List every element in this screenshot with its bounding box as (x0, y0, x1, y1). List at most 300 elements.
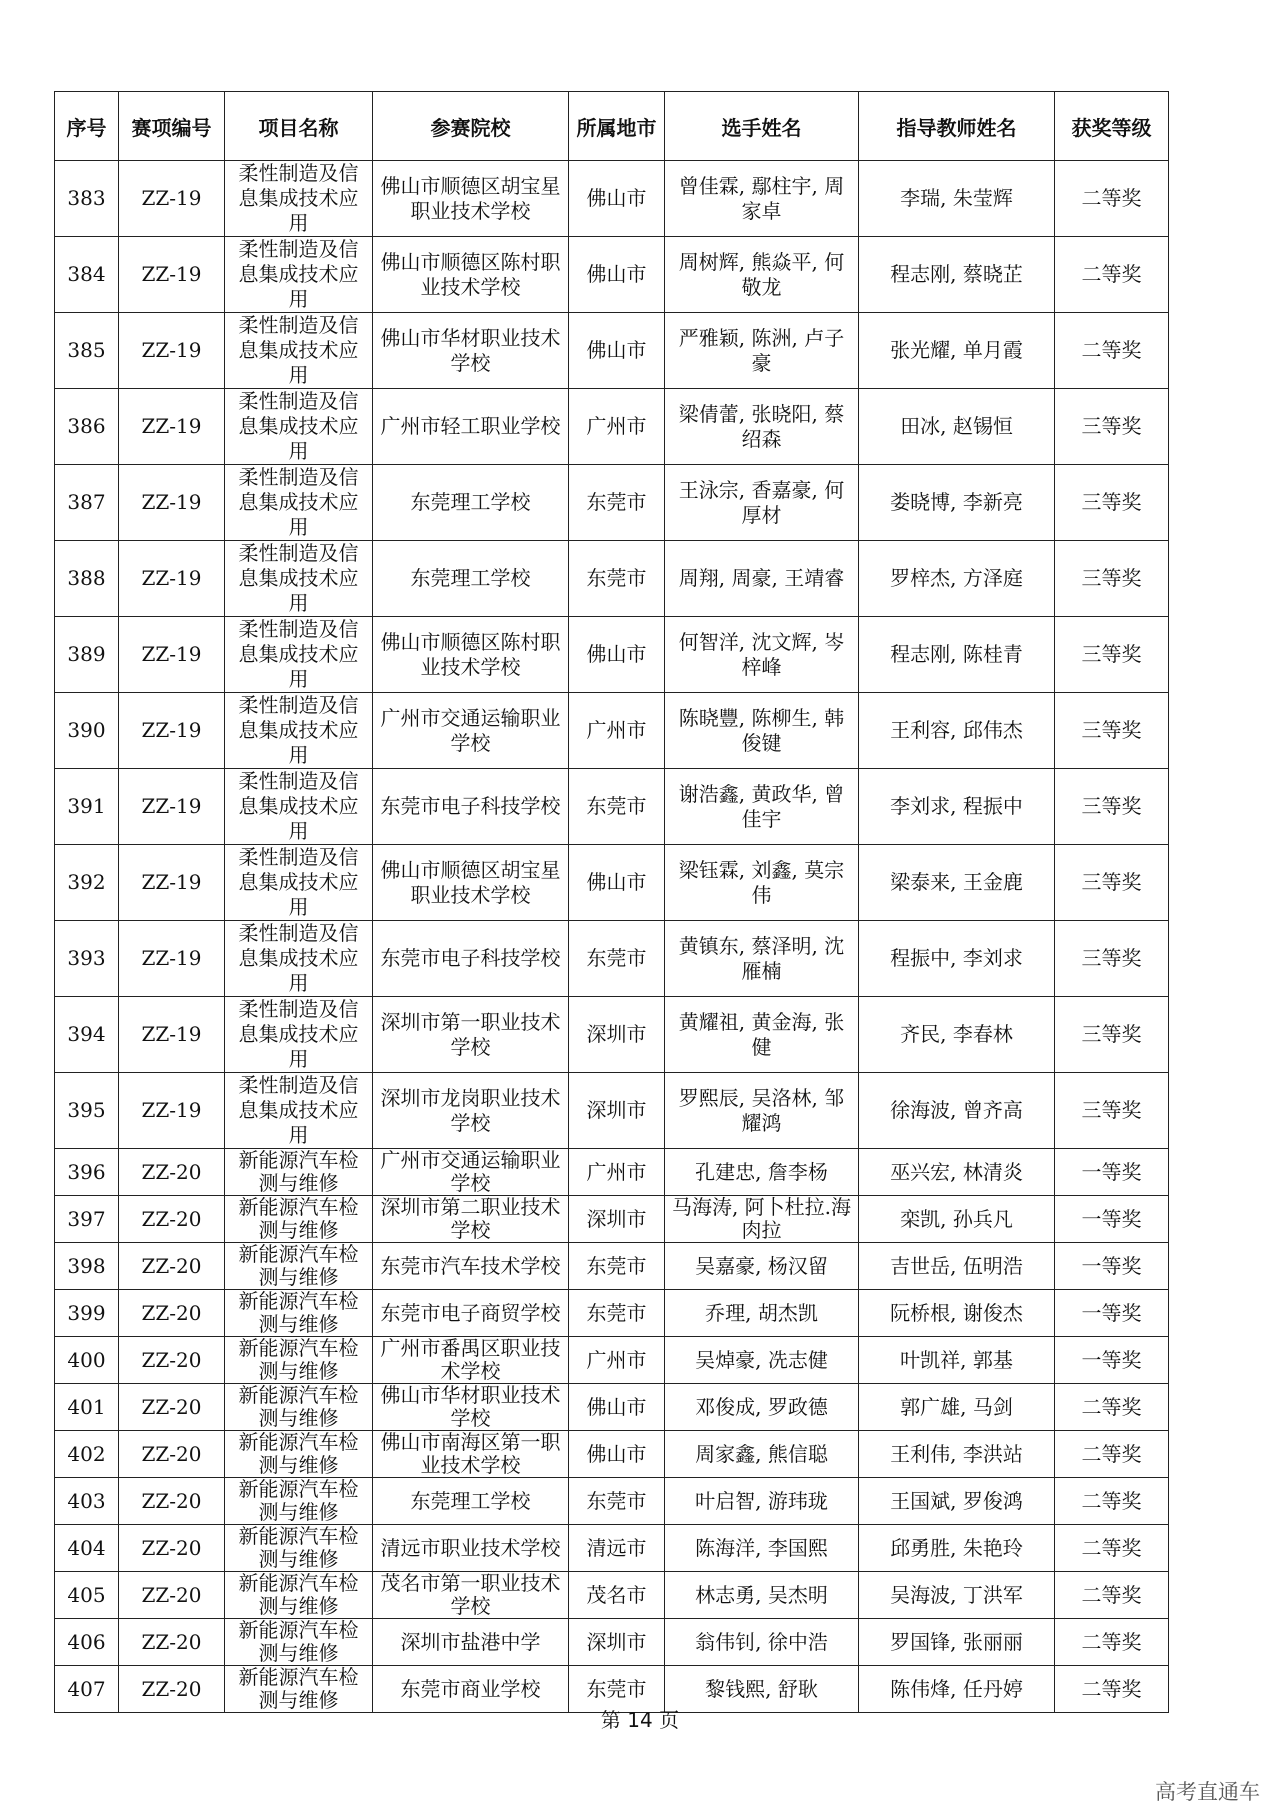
contestants-cell (665, 1073, 859, 1149)
contestants-cell-text: 邓俊成, 罗政德 (695, 1395, 828, 1419)
row-index-cell (55, 161, 119, 237)
school-cell-text: 佛山市华材职业技术学校 (380, 325, 561, 375)
teachers-cell-text: 程志刚, 陈桂青 (890, 642, 1023, 666)
school-cell (373, 1384, 569, 1431)
city-cell-text: 东莞市 (586, 946, 647, 970)
contestants-cell (665, 161, 859, 237)
teachers-cell (859, 1196, 1055, 1243)
event-code-cell (119, 617, 225, 693)
project-name-cell (225, 389, 373, 465)
row-index-cell-text: 403 (67, 1489, 106, 1513)
event-code-cell-text: ZZ-19 (141, 642, 202, 666)
school-cell-text: 东莞理工学校 (410, 490, 531, 514)
event-code-cell-text: ZZ-19 (141, 186, 202, 210)
event-code-cell-text: ZZ-19 (141, 718, 202, 742)
contestants-cell (665, 237, 859, 313)
row-index-cell-text: 391 (67, 794, 106, 818)
row-index-cell-text: 386 (67, 414, 106, 438)
project-name-cell (225, 1243, 373, 1290)
row-index-cell-text: 400 (67, 1348, 106, 1372)
school-cell (373, 617, 569, 693)
project-name-cell (225, 1337, 373, 1384)
school-cell (373, 541, 569, 617)
row-index-cell (55, 921, 119, 997)
event-code-cell (119, 1290, 225, 1337)
project-name-cell-text: 柔性制造及信息集成技术应用 (238, 769, 359, 843)
city-cell (569, 997, 665, 1073)
row-index-cell-text: 390 (67, 718, 106, 742)
event-code-cell-text: ZZ-19 (141, 338, 202, 362)
city-cell-text: 茂名市 (586, 1583, 647, 1607)
row-index-cell-text: 398 (67, 1254, 106, 1278)
award-cell (1055, 1149, 1169, 1196)
table-row (55, 237, 1169, 313)
row-index-cell (55, 617, 119, 693)
row-index-cell (55, 845, 119, 921)
col-header-city: 所属地市 (569, 92, 665, 161)
award-cell (1055, 465, 1169, 541)
table-row (55, 1572, 1169, 1619)
teachers-cell (859, 1384, 1055, 1431)
teachers-cell (859, 1243, 1055, 1290)
award-cell-text: 二等奖 (1081, 262, 1142, 286)
event-code-cell-text: ZZ-20 (141, 1536, 202, 1560)
school-cell-text: 广州市交通运输职业学校 (380, 705, 561, 755)
contestants-cell-text: 陈海洋, 李国熙 (695, 1536, 828, 1560)
event-code-cell (119, 161, 225, 237)
project-name-cell-text: 柔性制造及信息集成技术应用 (238, 693, 359, 767)
contestants-cell-text: 谢浩鑫, 黄政华, 曾佳宇 (678, 781, 845, 831)
school-cell (373, 1478, 569, 1525)
event-code-cell (119, 237, 225, 313)
project-name-cell-text: 新能源汽车检测与维修 (238, 1337, 359, 1383)
table-row (55, 921, 1169, 997)
school-cell-text: 深圳市盐港中学 (400, 1630, 541, 1654)
award-cell-text: 三等奖 (1081, 870, 1142, 894)
header-row (55, 92, 1169, 161)
event-code-cell-text: ZZ-19 (141, 262, 202, 286)
teachers-cell-text: 李瑞, 朱莹辉 (900, 186, 1013, 210)
teachers-cell-text: 王利容, 邱伟杰 (890, 718, 1023, 742)
contestants-cell-text: 梁倩蕾, 张晓阳, 蔡绍森 (678, 401, 845, 451)
event-code-cell (119, 921, 225, 997)
col-header-contestants: 选手姓名 (665, 92, 859, 161)
table-row (55, 617, 1169, 693)
event-code-cell (119, 389, 225, 465)
event-code-cell (119, 1619, 225, 1666)
table-row (55, 313, 1169, 389)
teachers-cell-text: 梁泰来, 王金鹿 (890, 870, 1023, 894)
project-name-cell (225, 313, 373, 389)
city-cell-text: 深圳市 (586, 1630, 647, 1654)
event-code-cell-text: ZZ-19 (141, 414, 202, 438)
project-name-cell (225, 1572, 373, 1619)
school-cell-text: 佛山市顺德区陈村职业技术学校 (380, 629, 561, 679)
school-cell (373, 1619, 569, 1666)
school-cell-text: 佛山市顺德区胡宝星职业技术学校 (380, 857, 561, 907)
school-cell (373, 465, 569, 541)
row-index-cell-text: 406 (67, 1630, 106, 1654)
contestants-cell (665, 997, 859, 1073)
school-cell (373, 845, 569, 921)
award-cell (1055, 1431, 1169, 1478)
contestants-cell (665, 1478, 859, 1525)
contestants-cell-text: 周树辉, 熊焱平, 何敬龙 (678, 249, 845, 299)
project-name-cell-text: 新能源汽车检测与维修 (238, 1525, 359, 1571)
school-cell-text: 东莞理工学校 (410, 566, 531, 590)
award-cell-text: 一等奖 (1081, 1254, 1142, 1278)
contestants-cell-text: 黄镇东, 蔡泽明, 沈雁楠 (678, 933, 845, 983)
table-row (55, 389, 1169, 465)
award-cell (1055, 921, 1169, 997)
city-cell-text: 东莞市 (586, 1489, 647, 1513)
teachers-cell (859, 617, 1055, 693)
project-name-cell (225, 1149, 373, 1196)
school-cell-text: 深圳市第二职业技术学校 (380, 1196, 561, 1242)
teachers-cell-text: 王利伟, 李洪站 (890, 1442, 1023, 1466)
city-cell (569, 693, 665, 769)
city-cell (569, 1525, 665, 1572)
row-index-cell (55, 1431, 119, 1478)
event-code-cell (119, 1243, 225, 1290)
teachers-cell-text: 叶凯祥, 郭基 (900, 1348, 1013, 1372)
teachers-cell (859, 997, 1055, 1073)
city-cell (569, 1196, 665, 1243)
event-code-cell-text: ZZ-20 (141, 1207, 202, 1231)
city-cell (569, 1384, 665, 1431)
table-row (55, 769, 1169, 845)
school-cell (373, 1196, 569, 1243)
contestants-cell-text: 吴嘉豪, 杨汉留 (695, 1254, 828, 1278)
teachers-cell (859, 1149, 1055, 1196)
contestants-cell-text: 何智洋, 沈文辉, 岑梓峰 (678, 629, 845, 679)
city-cell-text: 东莞市 (586, 1301, 647, 1325)
table-row (55, 845, 1169, 921)
award-cell-text: 三等奖 (1081, 946, 1142, 970)
award-cell-text: 一等奖 (1081, 1160, 1142, 1184)
contestants-cell (665, 769, 859, 845)
city-cell (569, 1572, 665, 1619)
city-cell (569, 845, 665, 921)
teachers-cell (859, 313, 1055, 389)
award-cell (1055, 769, 1169, 845)
project-name-cell-text: 柔性制造及信息集成技术应用 (238, 845, 359, 919)
contestants-cell (665, 465, 859, 541)
school-cell-text: 广州市交通运输职业学校 (380, 1149, 561, 1195)
row-index-cell (55, 389, 119, 465)
teachers-cell (859, 1525, 1055, 1572)
teachers-cell-text: 田冰, 赵锡恒 (900, 414, 1013, 438)
contestants-cell (665, 1337, 859, 1384)
project-name-cell (225, 161, 373, 237)
contestants-cell-text: 吴焯豪, 冼志健 (695, 1348, 828, 1372)
row-index-cell-text: 397 (67, 1207, 106, 1231)
awards-table (54, 91, 1169, 1713)
city-cell-text: 东莞市 (586, 794, 647, 818)
award-cell-text: 三等奖 (1081, 1098, 1142, 1122)
teachers-cell-text: 陈伟烽, 任丹婷 (890, 1677, 1023, 1701)
city-cell (569, 617, 665, 693)
col-header-school: 参赛院校 (373, 92, 569, 161)
city-cell-text: 佛山市 (586, 1442, 647, 1466)
city-cell-text: 广州市 (586, 718, 647, 742)
row-index-cell-text: 388 (67, 566, 106, 590)
row-index-cell-text: 385 (67, 338, 106, 362)
contestants-cell-text: 陈晓豐, 陈柳生, 韩俊键 (678, 705, 845, 755)
city-cell (569, 1149, 665, 1196)
school-cell-text: 佛山市华材职业技术学校 (380, 1384, 561, 1430)
award-cell-text: 一等奖 (1081, 1301, 1142, 1325)
teachers-cell-text: 徐海波, 曾齐高 (890, 1098, 1023, 1122)
school-cell-text: 东莞市电子科技学校 (380, 946, 561, 970)
event-code-cell-text: ZZ-19 (141, 1022, 202, 1046)
teachers-cell (859, 237, 1055, 313)
project-name-cell-text: 柔性制造及信息集成技术应用 (238, 1073, 359, 1147)
award-cell (1055, 997, 1169, 1073)
city-cell-text: 东莞市 (586, 566, 647, 590)
table-row (55, 997, 1169, 1073)
award-cell-text: 二等奖 (1081, 1677, 1142, 1701)
school-cell (373, 313, 569, 389)
city-cell-text: 佛山市 (586, 1395, 647, 1419)
event-code-cell (119, 1196, 225, 1243)
event-code-cell-text: ZZ-20 (141, 1630, 202, 1654)
teachers-cell (859, 845, 1055, 921)
row-index-cell (55, 237, 119, 313)
award-cell (1055, 161, 1169, 237)
teachers-cell (859, 389, 1055, 465)
school-cell-text: 东莞市电子科技学校 (380, 794, 561, 818)
event-code-cell (119, 1337, 225, 1384)
city-cell (569, 1243, 665, 1290)
project-name-cell-text: 柔性制造及信息集成技术应用 (238, 313, 359, 387)
award-cell-text: 二等奖 (1081, 1489, 1142, 1513)
school-cell-text: 清远市职业技术学校 (380, 1536, 561, 1560)
school-cell (373, 1290, 569, 1337)
row-index-cell-text: 394 (67, 1022, 106, 1046)
event-code-cell-text: ZZ-19 (141, 946, 202, 970)
teachers-cell (859, 693, 1055, 769)
award-cell-text: 三等奖 (1081, 414, 1142, 438)
contestants-cell-text: 翁伟钊, 徐中浩 (695, 1630, 828, 1654)
col-header-award: 获奖等级 (1055, 92, 1169, 161)
award-cell (1055, 1196, 1169, 1243)
event-code-cell (119, 845, 225, 921)
event-code-cell-text: ZZ-20 (141, 1583, 202, 1607)
project-name-cell-text: 柔性制造及信息集成技术应用 (238, 997, 359, 1071)
row-index-cell (55, 1073, 119, 1149)
award-cell-text: 三等奖 (1081, 642, 1142, 666)
contestants-cell-text: 林志勇, 吴杰明 (695, 1583, 828, 1607)
city-cell (569, 921, 665, 997)
award-cell-text: 二等奖 (1081, 186, 1142, 210)
table-row (55, 1384, 1169, 1431)
teachers-cell (859, 1073, 1055, 1149)
row-index-cell (55, 1572, 119, 1619)
contestants-cell-text: 严雅颖, 陈洲, 卢子豪 (678, 325, 845, 375)
project-name-cell (225, 1478, 373, 1525)
contestants-cell (665, 921, 859, 997)
school-cell-text: 广州市番禺区职业技术学校 (380, 1337, 561, 1383)
award-cell-text: 三等奖 (1081, 718, 1142, 742)
col-header-index: 序号 (55, 92, 119, 161)
table-row (55, 693, 1169, 769)
school-cell-text: 东莞市商业学校 (400, 1677, 541, 1701)
award-cell-text: 三等奖 (1081, 566, 1142, 590)
contestants-cell (665, 1431, 859, 1478)
row-index-cell-text: 399 (67, 1301, 106, 1325)
teachers-cell (859, 1619, 1055, 1666)
school-cell-text: 东莞理工学校 (410, 1489, 531, 1513)
contestants-cell-text: 曾佳霖, 鄢柱宇, 周家卓 (678, 173, 845, 223)
event-code-cell-text: ZZ-19 (141, 794, 202, 818)
contestants-cell (665, 1525, 859, 1572)
teachers-cell (859, 161, 1055, 237)
row-index-cell (55, 769, 119, 845)
city-cell (569, 1337, 665, 1384)
teachers-cell (859, 1572, 1055, 1619)
row-index-cell-text: 393 (67, 946, 106, 970)
contestants-cell (665, 389, 859, 465)
project-name-cell (225, 237, 373, 313)
city-cell-text: 佛山市 (586, 186, 647, 210)
teachers-cell-text: 娄晓博, 李新亮 (890, 490, 1023, 514)
contestants-cell (665, 1290, 859, 1337)
city-cell (569, 1290, 665, 1337)
city-cell-text: 东莞市 (586, 1254, 647, 1278)
project-name-cell (225, 769, 373, 845)
school-cell (373, 1572, 569, 1619)
city-cell-text: 深圳市 (586, 1207, 647, 1231)
city-cell (569, 465, 665, 541)
event-code-cell-text: ZZ-20 (141, 1677, 202, 1701)
award-cell (1055, 313, 1169, 389)
award-cell-text: 二等奖 (1081, 338, 1142, 362)
project-name-cell-text: 柔性制造及信息集成技术应用 (238, 465, 359, 539)
row-index-cell (55, 1243, 119, 1290)
row-index-cell-text: 389 (67, 642, 106, 666)
event-code-cell-text: ZZ-20 (141, 1442, 202, 1466)
teachers-cell-text: 邱勇胜, 朱艳玲 (890, 1536, 1023, 1560)
teachers-cell (859, 1478, 1055, 1525)
event-code-cell-text: ZZ-20 (141, 1254, 202, 1278)
award-cell (1055, 1243, 1169, 1290)
table-row (55, 1478, 1169, 1525)
contestants-cell (665, 1196, 859, 1243)
contestants-cell-text: 梁钰霖, 刘鑫, 莫宗伟 (678, 857, 845, 907)
project-name-cell-text: 新能源汽车检测与维修 (238, 1572, 359, 1618)
row-index-cell (55, 1196, 119, 1243)
school-cell (373, 997, 569, 1073)
event-code-cell-text: ZZ-20 (141, 1489, 202, 1513)
city-cell-text: 广州市 (586, 414, 647, 438)
award-cell (1055, 237, 1169, 313)
teachers-cell-text: 李刘求, 程振中 (890, 794, 1023, 818)
contestants-cell-text: 周家鑫, 熊信聪 (695, 1442, 828, 1466)
teachers-cell-text: 程振中, 李刘求 (890, 946, 1023, 970)
event-code-cell-text: ZZ-20 (141, 1348, 202, 1372)
event-code-cell (119, 1431, 225, 1478)
project-name-cell-text: 柔性制造及信息集成技术应用 (238, 389, 359, 463)
project-name-cell-text: 新能源汽车检测与维修 (238, 1666, 359, 1712)
contestants-cell-text: 叶启智, 游玮珑 (695, 1489, 828, 1513)
event-code-cell-text: ZZ-19 (141, 870, 202, 894)
table-row (55, 161, 1169, 237)
page-number: 第 14 页 (600, 1708, 680, 1732)
city-cell (569, 769, 665, 845)
city-cell (569, 541, 665, 617)
contestants-cell (665, 617, 859, 693)
contestants-cell-text: 乔理, 胡杰凯 (705, 1301, 818, 1325)
contestants-cell (665, 1149, 859, 1196)
award-cell (1055, 1525, 1169, 1572)
event-code-cell-text: ZZ-19 (141, 566, 202, 590)
project-name-cell-text: 柔性制造及信息集成技术应用 (238, 617, 359, 691)
school-cell (373, 1073, 569, 1149)
teachers-cell (859, 1337, 1055, 1384)
award-cell (1055, 693, 1169, 769)
row-index-cell (55, 1619, 119, 1666)
award-cell-text: 二等奖 (1081, 1536, 1142, 1560)
event-code-cell (119, 1478, 225, 1525)
project-name-cell-text: 新能源汽车检测与维修 (238, 1431, 359, 1477)
event-code-cell (119, 1384, 225, 1431)
contestants-cell-text: 孔建忠, 詹李杨 (695, 1160, 828, 1184)
table-row (55, 1431, 1169, 1478)
school-cell-text: 茂名市第一职业技术学校 (380, 1572, 561, 1618)
school-cell (373, 1431, 569, 1478)
award-cell-text: 三等奖 (1081, 490, 1142, 514)
project-name-cell-text: 柔性制造及信息集成技术应用 (238, 237, 359, 311)
city-cell-text: 佛山市 (586, 870, 647, 894)
award-cell-text: 一等奖 (1081, 1348, 1142, 1372)
contestants-cell (665, 313, 859, 389)
contestants-cell (665, 541, 859, 617)
project-name-cell-text: 新能源汽车检测与维修 (238, 1384, 359, 1430)
event-code-cell (119, 541, 225, 617)
award-cell-text: 二等奖 (1081, 1630, 1142, 1654)
school-cell (373, 769, 569, 845)
project-name-cell-text: 新能源汽车检测与维修 (238, 1290, 359, 1336)
row-index-cell (55, 1337, 119, 1384)
contestants-cell (665, 1572, 859, 1619)
city-cell-text: 广州市 (586, 1348, 647, 1372)
contestants-cell-text: 周翔, 周豪, 王靖睿 (678, 566, 845, 590)
teachers-cell-text: 张光耀, 单月霞 (890, 338, 1023, 362)
project-name-cell-text: 柔性制造及信息集成技术应用 (238, 161, 359, 235)
project-name-cell (225, 1290, 373, 1337)
contestants-cell-text: 黄耀祖, 黄金海, 张健 (678, 1009, 845, 1059)
teachers-cell-text: 栾凯, 孙兵凡 (900, 1207, 1013, 1231)
event-code-cell-text: ZZ-20 (141, 1395, 202, 1419)
event-code-cell (119, 1149, 225, 1196)
city-cell-text: 东莞市 (586, 490, 647, 514)
event-code-cell (119, 313, 225, 389)
row-index-cell-text: 401 (67, 1395, 106, 1419)
project-name-cell (225, 1384, 373, 1431)
event-code-cell (119, 1572, 225, 1619)
project-name-cell-text: 新能源汽车检测与维修 (238, 1243, 359, 1289)
award-cell (1055, 1384, 1169, 1431)
project-name-cell (225, 1431, 373, 1478)
teachers-cell (859, 1290, 1055, 1337)
school-cell (373, 161, 569, 237)
table-row (55, 1619, 1169, 1666)
teachers-cell-text: 阮桥根, 谢俊杰 (890, 1301, 1023, 1325)
row-index-cell (55, 1290, 119, 1337)
table-row (55, 465, 1169, 541)
row-index-cell (55, 541, 119, 617)
